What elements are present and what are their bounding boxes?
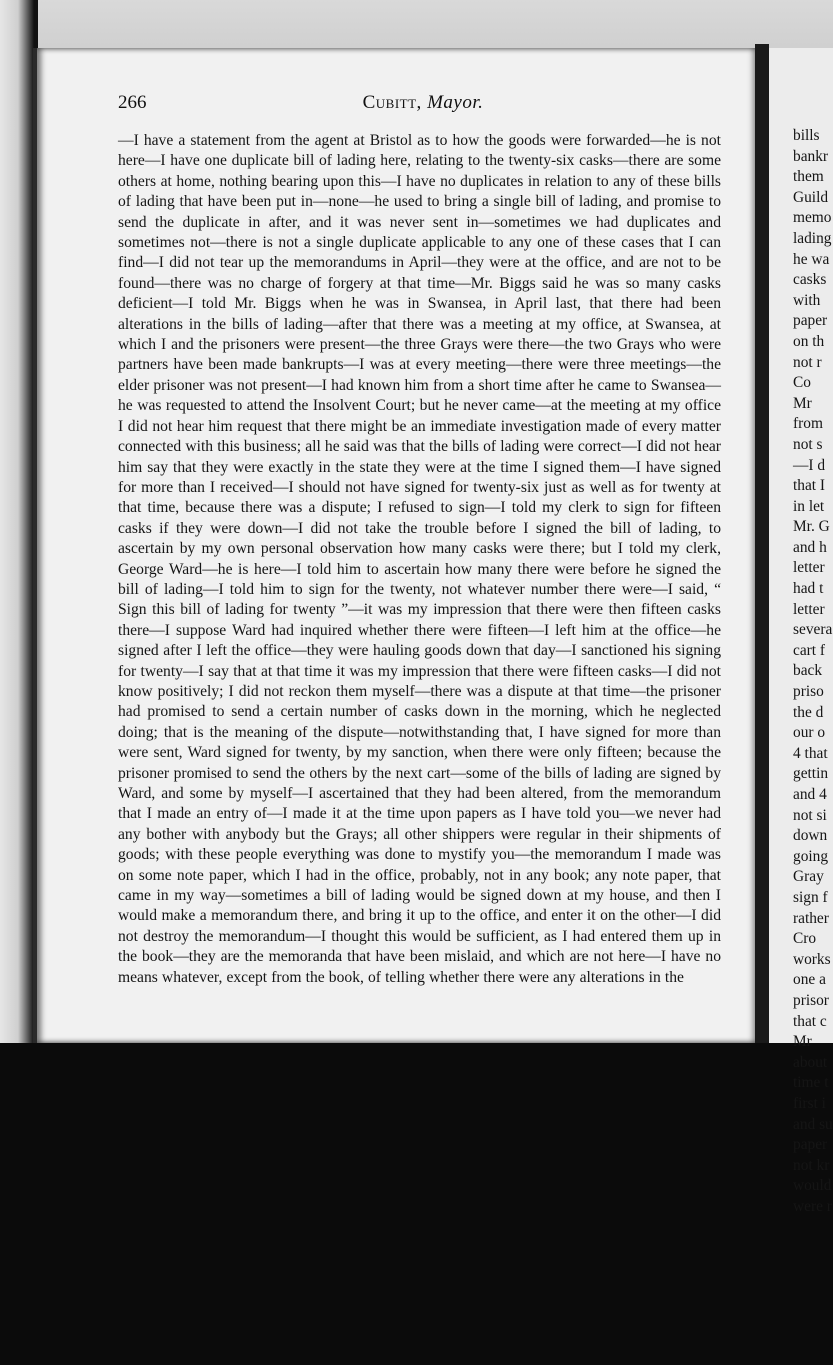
- facing-page-line: and su: [793, 1115, 833, 1133]
- facing-page-line: that c: [793, 1012, 827, 1030]
- scan-bottom-margin: [0, 1043, 833, 1365]
- facing-page-line: that I: [793, 477, 826, 495]
- facing-page-line: not s: [793, 435, 823, 453]
- facing-page-line: priso: [793, 683, 824, 701]
- facing-page-line: back: [793, 662, 823, 680]
- facing-page-line: paper: [793, 1136, 828, 1154]
- facing-page-line: our o: [793, 724, 826, 742]
- facing-page-line: lading: [793, 229, 832, 247]
- facing-page-line: Cro: [793, 930, 817, 948]
- facing-page-line: Mr: [793, 1033, 812, 1051]
- facing-page-line: severa: [793, 621, 833, 639]
- facing-page-line: bills: [793, 127, 820, 144]
- facing-page-line: were r: [793, 1197, 832, 1215]
- facing-page-line: —I d: [793, 456, 826, 474]
- facing-page-line: Guild: [793, 188, 829, 206]
- facing-page-line: them: [793, 168, 824, 186]
- facing-page-line: had t: [793, 580, 824, 598]
- scan-top-margin: [0, 0, 833, 52]
- book-gutter: [755, 44, 769, 1049]
- running-title-role: Mayor.: [427, 92, 484, 113]
- facing-page-line: and h: [793, 538, 827, 556]
- facing-page-line: about: [793, 1053, 828, 1071]
- page-number: 266: [118, 92, 147, 113]
- facing-page-line: first i: [793, 1094, 826, 1112]
- facing-page-line: Mr. G: [793, 518, 830, 536]
- facing-page-line: paper: [793, 312, 828, 330]
- facing-page-line: 4 that: [793, 744, 828, 762]
- facing-page-line: one a: [793, 971, 826, 989]
- facing-page-line: sign f: [793, 888, 828, 906]
- facing-page-line: casks: [793, 271, 827, 289]
- body-text: [118, 131, 721, 988]
- running-title-name: Cubitt,: [362, 92, 422, 113]
- facing-page-line: would: [793, 1177, 832, 1195]
- facing-page-line: from: [793, 415, 823, 433]
- facing-page-line: bankr: [793, 147, 829, 165]
- facing-page-line: he wa: [793, 250, 830, 268]
- facing-page-line: not r: [793, 353, 822, 371]
- running-title: [118, 92, 728, 114]
- facing-page-line: Mr: [793, 394, 812, 412]
- facing-page-line: memo: [793, 209, 832, 227]
- facing-page-line: letter: [793, 600, 825, 618]
- facing-page-line: rather: [793, 909, 829, 927]
- facing-page-line: works: [793, 950, 831, 968]
- facing-page-line: prisor: [793, 991, 829, 1009]
- facing-page-line: in let: [793, 497, 825, 515]
- facing-page-line: Co: [793, 374, 811, 392]
- facing-page-text: [793, 126, 833, 1217]
- facing-page-line: time t: [793, 1074, 829, 1092]
- facing-page-line: the d: [793, 703, 824, 721]
- running-head: [118, 92, 728, 120]
- facing-page-line: and 4: [793, 786, 827, 803]
- facing-page-line: with: [793, 291, 821, 309]
- facing-page-line: going: [793, 847, 829, 865]
- facing-page-line: cart f: [793, 641, 826, 659]
- facing-page-line: gettin: [793, 765, 829, 783]
- facing-page-line: not kr: [793, 1156, 830, 1174]
- facing-page-line: not si: [793, 806, 827, 824]
- facing-page-line: down: [793, 827, 828, 845]
- facing-page-line: on th: [793, 332, 825, 350]
- testimony-paragraph: —I have a statement from the agent at Bristol as to how the goods were forwarded—he is not here—I have one duplicate bill of lading here, relating to the twenty-six casks—there are some others at home, nothing bearing upon this—I have no duplicates in relation to any of these bills of lading that have been put in—none—he used to bring a single bill of lading, and promise to send the duplicate in after, and it was never sent in—sometimes we had duplicates and sometimes not—there is not a single duplicate applicable to any one of these cases that I can find—I did not tear up the memorandums in April—they were at the office, and are not to be found—there was no charge of forgery at that time—Mr. Biggs said he was so many casks deficient—I told Mr. Biggs when he was in Swansea, in April last, that there had been alterations in the bills of lading—after that there was a meeting at my office, at Swansea, at which I and the prisoners were present—the three Grays were there—the two Grays who were partners have been made bankrupts—I was at every meeting—there were three meetings—the elder prisoner was not present—I had known him from a short time after he came to Swansea—he was requested to attend the Insolvent Court; but he never came—at the meeting at my office I did not hear him request that there might be an immediate investigation made of every matter connected with this business; all he said was that the bills of lading were correct—I did not hear him say that they were exactly in the state they were at the time I signed them—I have signed for more than I received—I should not have signed for twenty-six just as well as for twenty at that time, because there was a dispute; I refused to sign—I told my clerk to sign for fifteen casks if they were down—I did not take the trouble before I signed the bill of lading, to ascertain by my own personal observation how many casks were there; but I told my clerk, George Ward—he is here—I told him to ascertain how many there were before he signed the bill of lading—I told him to sign for the twenty, not whatever number there were—I said, “ Sign this bill of lading for twenty ”—it was my impression that there were then fifteen casks there—I suppose Ward had inquired whether there were fifteen—I left him at the office—he signed after I left the office—they were hauling goods down that day—I sanctioned his signing for twenty—I say that at that time it was my impression that there were fifteen casks—I did not know positively; I did not reckon them myself—there was a dispute at that time—the prisoner had promised to send a certain number of casks down in the morning, which he neglected doing; that is the meaning of the dispute—notwithstanding that, I have signed for more than were sent, Ward signed for twenty, by my sanction, when there were only fifteen; because the prisoner promised to send the others by the next cart—some of the bills of lading are signed by Ward, and some by myself—I ascertained that they had been altered, from the memorandum that I made an entry of—I made it at the time upon papers as I have told you—we never had any bother with anybody but the Grays; all other shippers were regular in their shipments of goods; with these people everything was done to mystify you—the memorandum I made was on some note paper, which I had in the office, probably, not in any book; any note paper, that came in my way—sometimes a bill of lading would be signed down at my house, and then I would make a memorandum there, and bring it up to the office, and enter it on the other—I did not destroy the memorandum—I thought this would be sufficient, as I had entered them up in the book—they are the memoranda that have been mislaid, and which are not here—I have no means whatever, except from the book, of telling whether there were any alterations in the: [118, 132, 721, 986]
- facing-page-line: letter: [793, 559, 825, 577]
- facing-page-line: Gray: [793, 868, 824, 886]
